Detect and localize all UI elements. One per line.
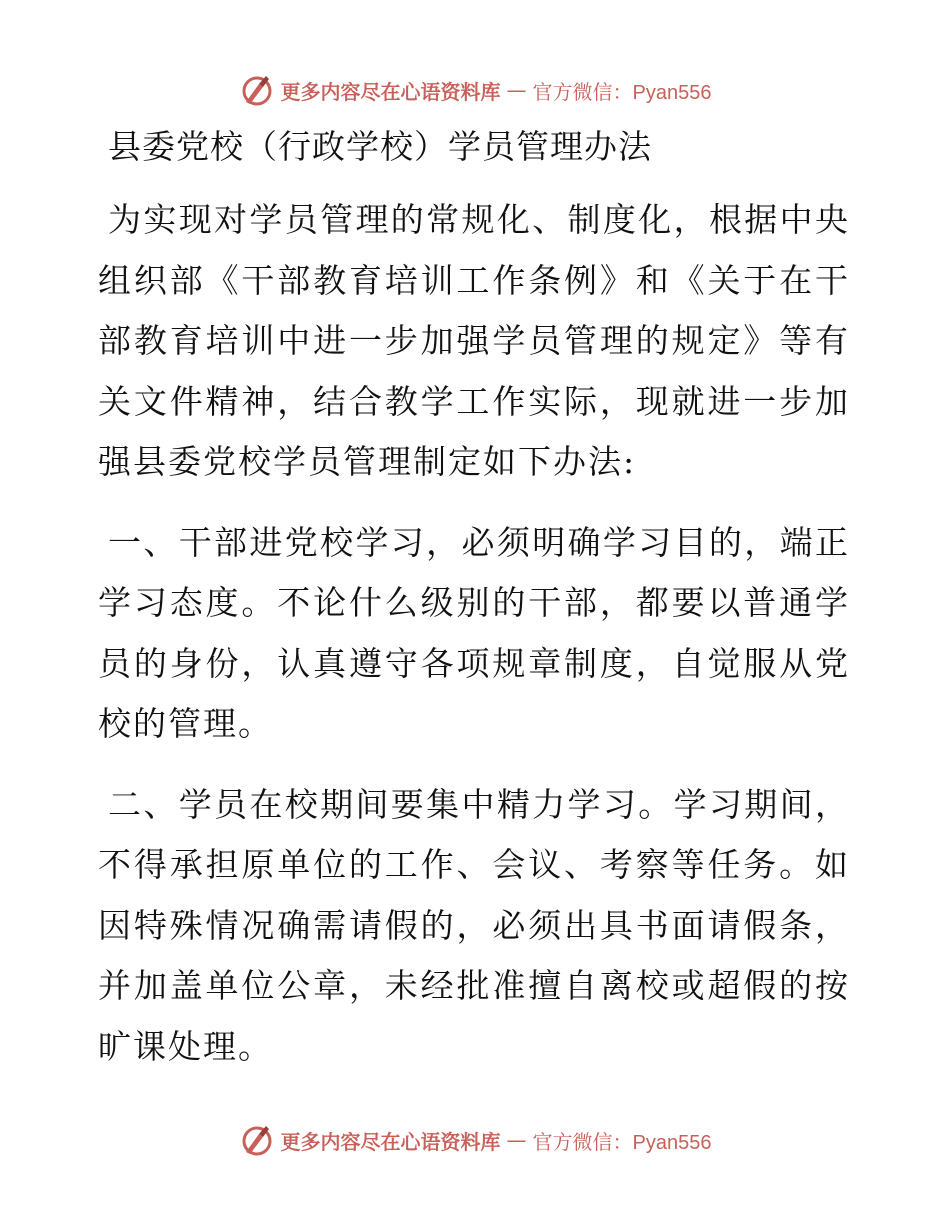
watermark-banner-bottom (0, 1120, 950, 1160)
paragraph-intro: 为实现对学员管理的常规化、制度化，根据中央组织部《干部教育培训工作条例》和《关于在干部教育培训中进一步加强学员管理的规定》等有关文件精神，结合教学工作实际，现就进一步加强县委党校学员管理制定如下办法: (98, 200, 850, 481)
watermark-contact: 官方微信：Pyan556 (532, 81, 712, 104)
watermark-text: 更多内容尽在心语资料库 (280, 79, 501, 104)
watermark-contact: 官方微信：Pyan556 (532, 1131, 712, 1154)
paragraph-article-1: 一、干部进党校学习，必须明确学习目的，端正学习态度。不论什么级别的干部，都要以普通学员的身份，认真遵守各项规章制度，自觉服从党校的管理。 (98, 522, 850, 743)
ink-brush-logo-icon (239, 72, 275, 108)
watermark-separator: — (506, 1128, 527, 1152)
document-body (98, 124, 850, 1097)
ink-brush-logo-icon (239, 1122, 275, 1158)
watermark-text: 更多内容尽在心语资料库 (280, 1129, 501, 1154)
watermark-separator: — (506, 78, 527, 102)
paragraph-article-2: 二、学员在校期间要集中精力学习。学习期间，不得承担原单位的工作、会议、考察等任务。如因特殊情况确需请假的，必须出具书面请假条，并加盖单位公章，未经批准擅自离校或超假的按旷课处理。 (98, 784, 850, 1066)
watermark-banner-top (0, 70, 950, 110)
document-title: 县委党校（行政学校）学员管理办法 (108, 127, 652, 166)
